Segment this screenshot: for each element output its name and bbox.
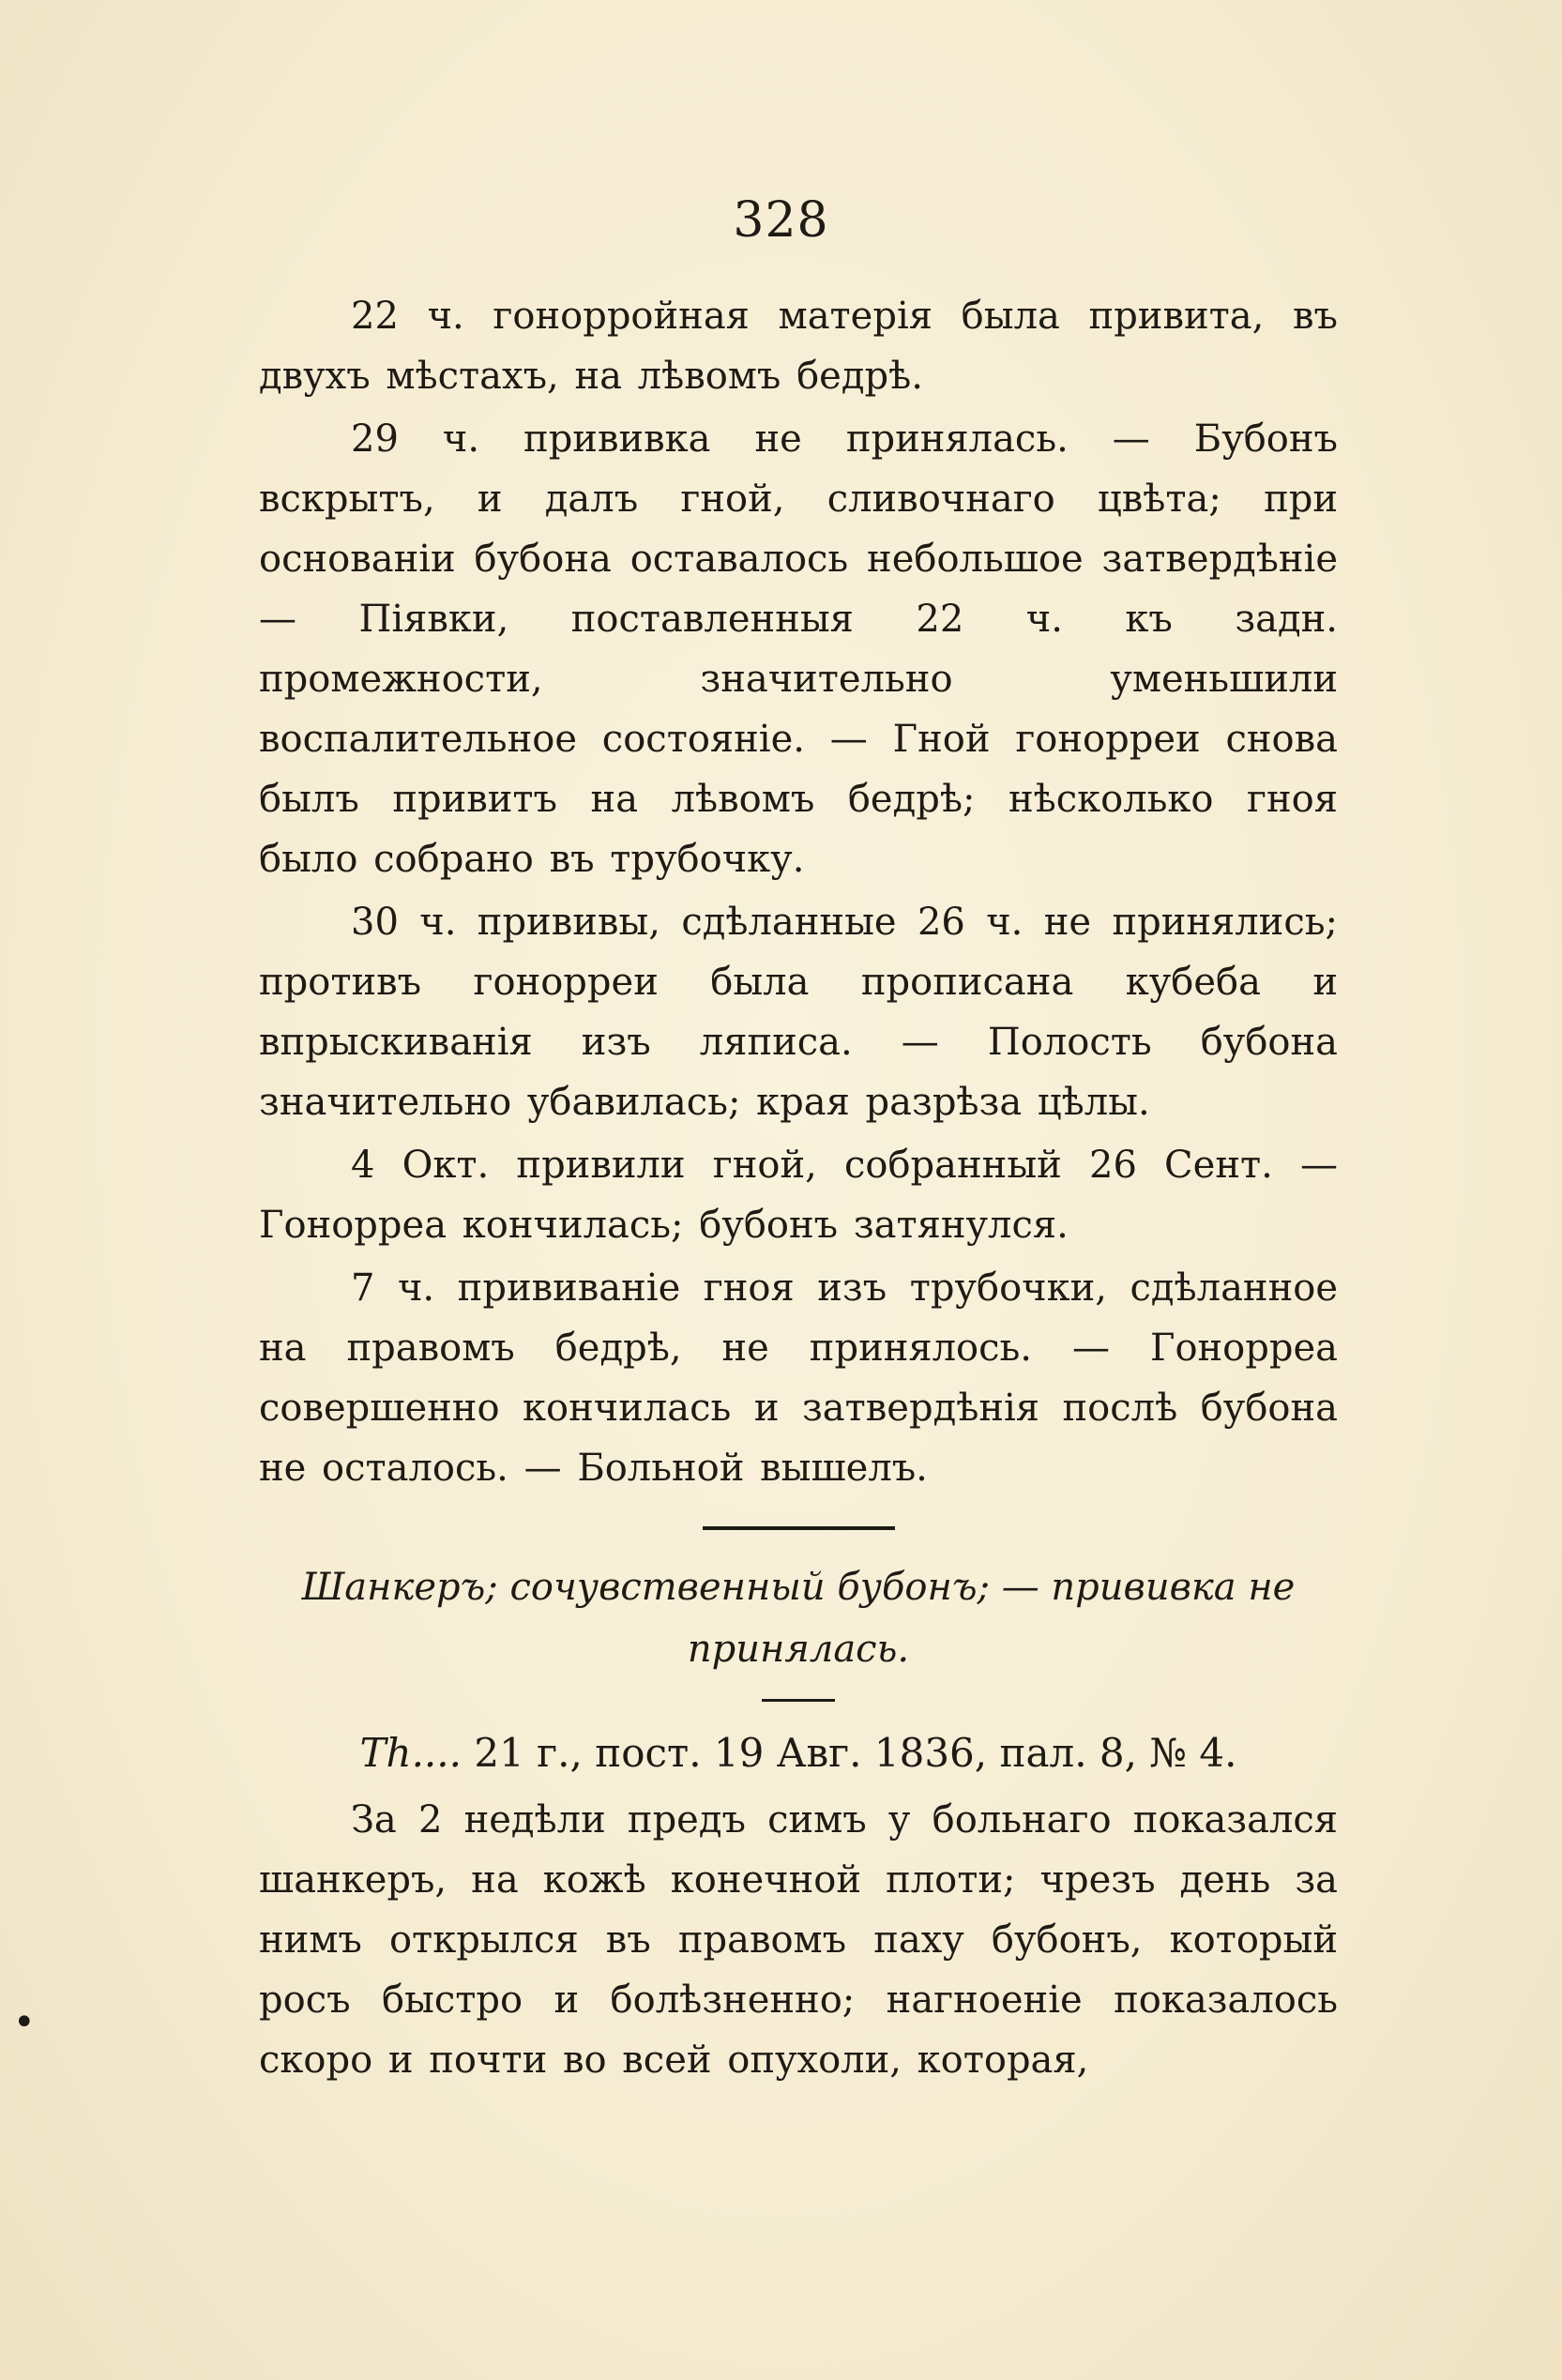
case-history-paragraph: За 2 недѣли предъ симъ у больнаго показался шанкеръ, на кожѣ конечной плоти; чрезъ день за нимъ открылся въ правомъ паху бубонъ, который росъ быстро и болѣзненно; нагноеніе показалось скоро и почти во всей опухоли, которая, [259,1798,1338,2082]
margin-mark: • [13,2001,36,2044]
text-column [259,286,1338,2093]
case-title: Шанкеръ; сочувственный бубонъ; — прививка не принялась. [301,1566,1296,1671]
paragraph-oct-4: 4 Окт. привили гной, собранный 26 Сент. — Гонорреа кончилась; бубонъ затянулся. [259,1144,1338,1247]
paragraph-sept-29: 29 ч. прививка не принялась. — Бубонъ вскрытъ, и далъ гной, сливочнаго цвѣта; при основаніи бубона оставалось небольшое затвердѣніе — Піявки, поставленныя 22 ч. къ задн. промежности, значительно уменьшили воспалительное состояніе. — Гной гонорреи снова былъ привитъ на лѣвомъ бедрѣ; нѣсколько гноя было собрано въ трубочку. [259,417,1338,881]
paragraph-oct-7: 7 ч. прививаніе гноя изъ трубочки, сдѣланное на правомъ бедрѣ, не принялось. — Гонорреа совершенно кончилась и затвердѣнія послѣ бубона не осталось. — Больной вышелъ. [259,1266,1338,1490]
patient-details: 21 г., пост. 19 Авг. 1836, пал. 8, № 4. [474,1730,1237,1776]
case-header [259,1722,1338,1784]
section-divider [703,1526,895,1530]
page-number: 328 [733,192,829,249]
title-divider [762,1699,835,1702]
paragraph-sept-30: 30 ч. прививы, сдѣланные 26 ч. не принялись; противъ гонорреи была прописана кубеба и впрыскиванія изъ ляписа. — Полость бубона значительно убавилась; края разрѣза цѣлы. [259,901,1338,1124]
paragraph-sept-22: 22 ч. гонорройная матерія была привита, въ двухъ мѣстахъ, на лѣвомъ бедрѣ. [259,295,1338,398]
patient-name: Th.... [359,1730,462,1776]
